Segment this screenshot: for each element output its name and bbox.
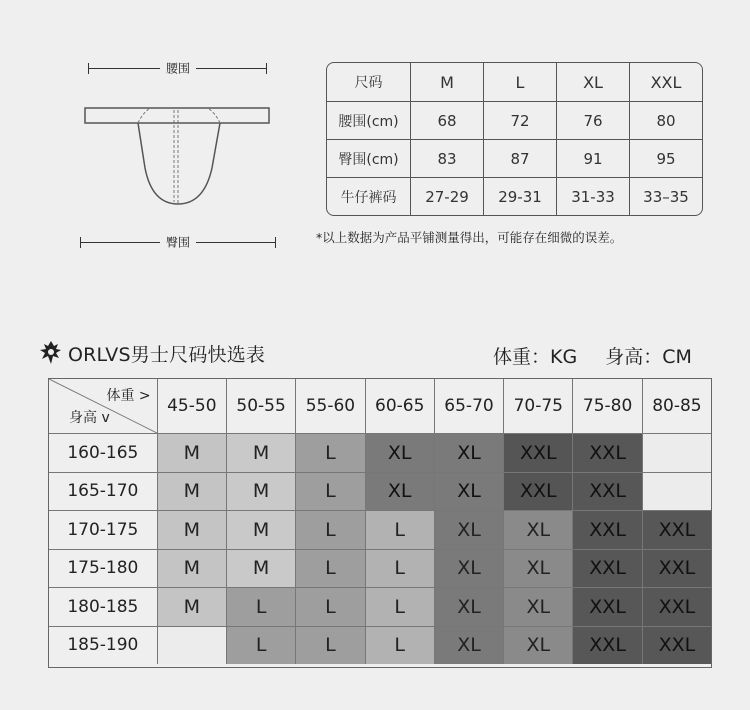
table-row bbox=[49, 626, 711, 665]
table-cell: 72 bbox=[483, 102, 556, 139]
weight-range-header: 60-65 bbox=[365, 379, 434, 433]
size-header-label: 尺码 bbox=[354, 75, 383, 91]
weight-range-header: 50-55 bbox=[226, 379, 295, 433]
size-cell bbox=[642, 434, 711, 472]
measurement-header-row bbox=[327, 63, 702, 101]
size-cell: XXL bbox=[572, 473, 641, 511]
size-quick-select-table bbox=[48, 378, 712, 668]
size-cell: XXL bbox=[572, 434, 641, 472]
size-cell: XXL bbox=[572, 627, 641, 665]
hip-row bbox=[327, 139, 702, 177]
quick-select-body bbox=[49, 433, 711, 664]
table-cell: 76 bbox=[556, 102, 629, 139]
weight-axis-label: 体重 > bbox=[106, 388, 151, 404]
size-cell: XL bbox=[365, 434, 434, 472]
size-cell: M bbox=[226, 473, 295, 511]
weight-unit-label: 体重：KG bbox=[493, 346, 578, 368]
size-cell: L bbox=[365, 511, 434, 549]
size-cell: L bbox=[295, 627, 364, 665]
size-cell bbox=[642, 473, 711, 511]
height-range-label: 185-190 bbox=[67, 635, 139, 656]
weight-range-header: 75-80 bbox=[572, 379, 641, 433]
size-cell: L bbox=[365, 627, 434, 665]
table-cell: 91 bbox=[556, 140, 629, 177]
size-cell: XXL bbox=[572, 588, 641, 626]
size-cell: M bbox=[226, 550, 295, 588]
size-cell: XL bbox=[434, 473, 503, 511]
table-cell: 80 bbox=[629, 102, 702, 139]
size-cell: XL bbox=[434, 627, 503, 665]
size-cell: XL bbox=[503, 511, 572, 549]
height-range-label: 165-170 bbox=[67, 481, 139, 502]
height-axis-label: 身高 v bbox=[69, 410, 110, 426]
size-cell: M bbox=[157, 511, 226, 549]
unit-legend bbox=[493, 342, 692, 369]
brand-logo-icon bbox=[36, 338, 66, 368]
size-cell: M bbox=[157, 473, 226, 511]
size-cell: L bbox=[295, 511, 364, 549]
garment-diagram bbox=[70, 50, 290, 260]
size-cell: XXL bbox=[642, 511, 711, 549]
table-cell: 87 bbox=[483, 140, 556, 177]
jeans-size-row bbox=[327, 177, 702, 215]
size-cell: M bbox=[226, 434, 295, 472]
table-row bbox=[49, 433, 711, 472]
size-cell: XL bbox=[434, 511, 503, 549]
size-cell: L bbox=[295, 588, 364, 626]
waist-label: 腰围 bbox=[160, 60, 196, 77]
quick-select-title: ORLVS男士尺码快选表 bbox=[68, 343, 266, 366]
size-cell: L bbox=[295, 473, 364, 511]
row-label: 牛仔裤码 bbox=[340, 189, 397, 206]
weight-range-header: 80-85 bbox=[642, 379, 711, 433]
height-range-label: 180-185 bbox=[67, 596, 139, 617]
size-cell: L bbox=[365, 550, 434, 588]
size-cell: XXL bbox=[572, 511, 641, 549]
size-cell: XL bbox=[503, 627, 572, 665]
size-cell: L bbox=[295, 434, 364, 472]
size-cell: XL bbox=[365, 473, 434, 511]
table-cell: 95 bbox=[629, 140, 702, 177]
row-label: 臀围(cm) bbox=[338, 151, 399, 168]
table-cell: 29-31 bbox=[483, 178, 556, 215]
size-cell: L bbox=[226, 588, 295, 626]
height-range-label: 170-175 bbox=[67, 519, 139, 540]
size-cell: XXL bbox=[642, 627, 711, 665]
size-cell: XXL bbox=[503, 473, 572, 511]
table-cell: 33–35 bbox=[629, 178, 702, 215]
size-column-l: L bbox=[483, 63, 556, 101]
brief-outline-icon bbox=[70, 50, 290, 210]
weight-range-header: 70-75 bbox=[503, 379, 572, 433]
size-cell: M bbox=[157, 434, 226, 472]
table-cell: 31-33 bbox=[556, 178, 629, 215]
size-cell: XL bbox=[503, 550, 572, 588]
size-cell: XXL bbox=[503, 434, 572, 472]
size-cell: XXL bbox=[642, 588, 711, 626]
weight-range-header: 45-50 bbox=[157, 379, 226, 433]
size-cell: M bbox=[226, 511, 295, 549]
corner-header-cell bbox=[49, 379, 157, 433]
size-cell: L bbox=[226, 627, 295, 665]
table-row bbox=[49, 510, 711, 549]
table-cell: 68 bbox=[410, 102, 483, 139]
size-cell: XL bbox=[434, 434, 503, 472]
size-cell: XXL bbox=[642, 550, 711, 588]
size-cell: XL bbox=[503, 588, 572, 626]
weight-range-header: 55-60 bbox=[295, 379, 364, 433]
size-cell bbox=[157, 627, 226, 665]
table-row bbox=[49, 472, 711, 511]
size-cell: M bbox=[157, 550, 226, 588]
size-cell: XXL bbox=[572, 550, 641, 588]
weight-range-header: 65-70 bbox=[434, 379, 503, 433]
height-range-label: 160-165 bbox=[67, 442, 139, 463]
brand-header bbox=[36, 338, 265, 368]
height-range-label: 175-180 bbox=[67, 558, 139, 579]
size-cell: XL bbox=[434, 550, 503, 588]
table-cell: 83 bbox=[410, 140, 483, 177]
weight-header-row bbox=[49, 379, 711, 433]
table-row bbox=[49, 587, 711, 626]
size-cell: L bbox=[295, 550, 364, 588]
size-column-xl: XL bbox=[556, 63, 629, 101]
size-cell: XL bbox=[434, 588, 503, 626]
measurement-note: *以上数据为产品平铺测量得出，可能存在细微的误差。 bbox=[316, 230, 623, 245]
table-row bbox=[49, 549, 711, 588]
hip-label: 臀围 bbox=[160, 234, 196, 251]
size-cell: M bbox=[157, 588, 226, 626]
size-column-m: M bbox=[410, 63, 483, 101]
waist-row bbox=[327, 101, 702, 139]
table-cell: 27-29 bbox=[410, 178, 483, 215]
measurement-table bbox=[326, 62, 703, 216]
height-unit-label: 身高：CM bbox=[605, 346, 692, 368]
size-column-xxl: XXL bbox=[629, 63, 702, 101]
row-label: 腰围(cm) bbox=[338, 113, 399, 130]
size-cell: L bbox=[365, 588, 434, 626]
